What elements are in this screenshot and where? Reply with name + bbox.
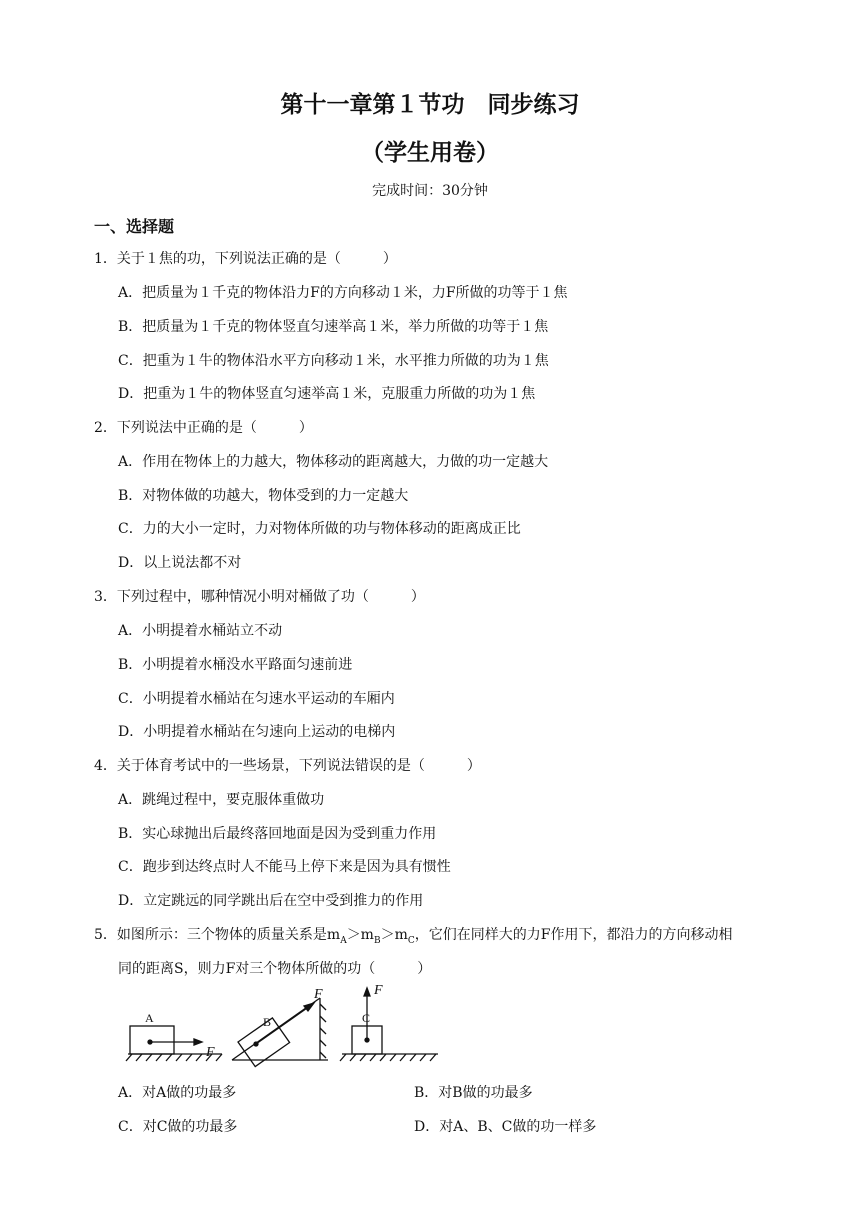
question-2-option-b: B．对物体做的功越大，物体受到的力一定越大 — [118, 488, 409, 504]
label-force-c: F — [374, 983, 383, 998]
label-force-b: F — [314, 987, 323, 1002]
ground-c-hatch — [340, 1054, 436, 1061]
question-5-option-c: C．对C做的功最多 — [118, 1119, 238, 1135]
page-title: 第十一章第１节功 同步练习 — [280, 92, 580, 118]
question-3-option-a: A．小明提着水桶站立不动 — [118, 623, 283, 639]
question-4-stem: 4．关于体育考试中的一些场景，下列说法错误的是（ ） — [94, 758, 481, 774]
question-4-option-c: C．跑步到达终点时人不能马上停下来是因为具有惯性 — [118, 859, 451, 875]
question-5-stem-continued: 同的距离S，则力F对三个物体所做的功（ ） — [118, 961, 432, 977]
page-subtitle: （学生用卷） — [361, 140, 499, 166]
section-heading: 一、选择题 — [94, 217, 175, 236]
question-3-option-b: B．小明提着水桶没水平路面匀速前进 — [118, 657, 353, 673]
label-c: C — [362, 1011, 371, 1025]
question-5-stem: 5．如图所示：三个物体的质量关系是$m_A>m_B>m_C$，它们在同样大的力F作用下，都沿力的方向移动相 — [94, 927, 733, 946]
block-a — [130, 1026, 174, 1054]
label-force-a: F — [206, 1045, 215, 1060]
label-a: A — [145, 1011, 154, 1025]
force-diagram — [120, 964, 450, 1072]
question-2-option-c: C．力的大小一定时，力对物体所做的功与物体移动的距离成正比 — [118, 521, 521, 537]
question-5-option-d: D．对A、B、C做的功一样多 — [414, 1119, 597, 1135]
question-3-stem: 3．下列过程中，哪种情况小明对桶做了功（ ） — [94, 589, 425, 605]
question-4-option-b: B．实心球抛出后最终落回地面是因为受到重力作用 — [118, 826, 437, 842]
question-1-stem: 1．关于１焦的功，下列说法正确的是（ ） — [94, 251, 397, 267]
question-5-option-b: B．对B做的功最多 — [414, 1085, 533, 1101]
question-4-option-d: D．立定跳远的同学跳出后在空中受到推力的作用 — [118, 893, 424, 909]
question-1-option-c: C．把重为１牛的物体沿水平方向移动１米，水平推力所做的功为１焦 — [118, 353, 549, 369]
question-5-option-a: A．对A做的功最多 — [118, 1085, 237, 1101]
question-1-option-a: A．把质量为１千克的物体沿力F的方向移动１米，力F所做的功等于１焦 — [118, 285, 568, 301]
question-3-option-c: C．小明提着水桶站在匀速水平运动的车厢内 — [118, 691, 395, 707]
question-2-stem: 2．下列说法中正确的是（ ） — [94, 420, 313, 436]
ground-b-hatch — [320, 1004, 326, 1058]
question-3-option-d: D．小明提着水桶站在匀速向上运动的电梯内 — [118, 724, 396, 740]
question-2-option-d: D．以上说法都不对 — [118, 555, 242, 571]
label-b: B — [263, 1015, 272, 1029]
question-4-option-a: A．跳绳过程中，要克服体重做功 — [118, 792, 325, 808]
question-1-option-b: B．把质量为１千克的物体竖直匀速举高１米，举力所做的功等于１焦 — [118, 319, 549, 335]
question-1-option-d: D．把重为１牛的物体竖直匀速举高１米，克服重力所做的功为１焦 — [118, 386, 536, 402]
question-2-option-a: A．作用在物体上的力越大，物体移动的距离越大，力做的功一定越大 — [118, 454, 549, 470]
completion-time: 完成时间：30分钟 — [372, 183, 488, 199]
